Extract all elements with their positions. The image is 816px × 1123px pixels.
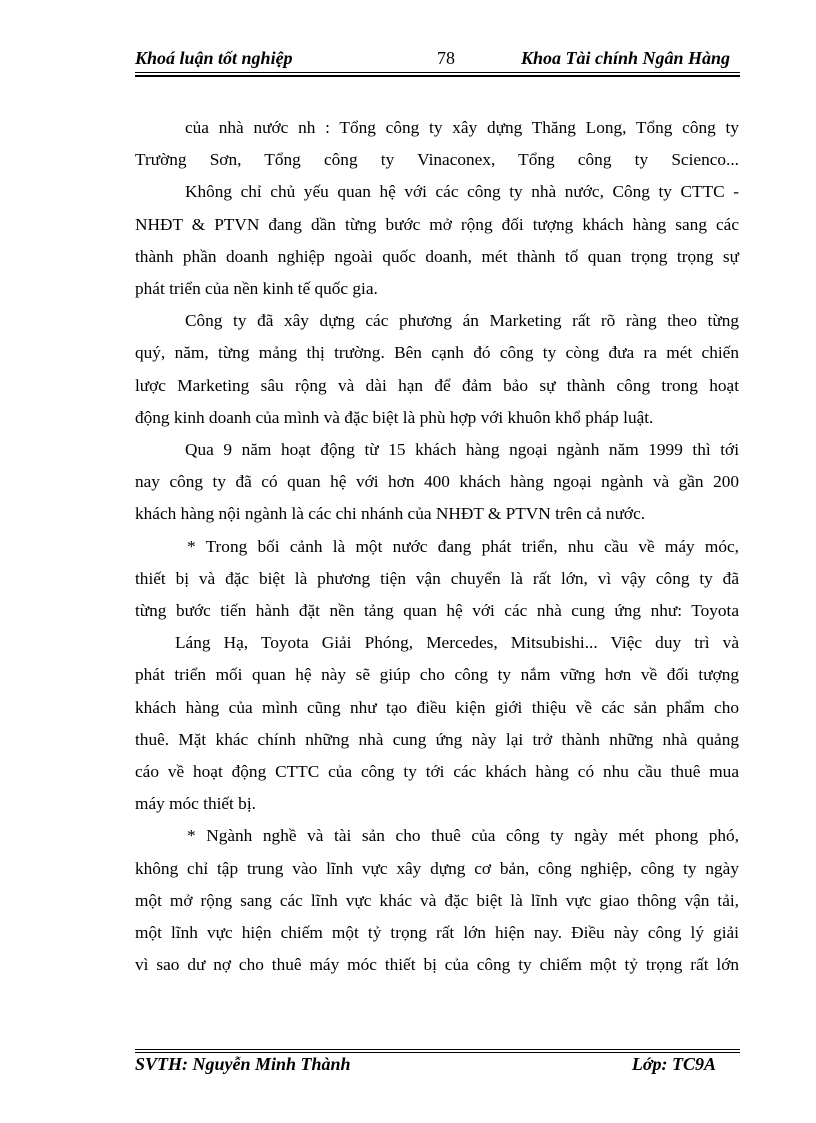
- text-line: cáo về hoạt động CTTC của công ty tới các khách hàng có nhu cầu thuê mua: [135, 762, 739, 782]
- text-line: quý, năm, từng mảng thị trường. Bên cạnh đó công ty còng đưa ra mét chiến: [135, 343, 739, 363]
- paragraph: [135, 531, 739, 821]
- text-line: NHĐT & PTVN đang dần từng bước mở rộng đối tượng khách hàng sang các: [135, 214, 739, 234]
- text-line: một mở rộng sang các lĩnh vực khác và đặc biệt là lĩnh vực giao thông vận tải,: [135, 890, 739, 910]
- header-faculty: Khoa Tài chính Ngân Hàng: [520, 48, 730, 68]
- header-rule-thin: [135, 72, 740, 73]
- paragraph: [135, 112, 739, 176]
- text-line: phát triển mối quan hệ này sẽ giúp cho công ty nắm vững hơn về đối tượng: [135, 665, 739, 685]
- body-text: [135, 112, 739, 981]
- text-line: * Ngành nghề và tài sản cho thuê của công ty ngày mét phong phó,: [187, 826, 739, 846]
- page-number: 78: [437, 48, 455, 68]
- text-line: một lĩnh vực hiện chiếm một tỷ trọng rất lớn hiện nay. Điều này công lý giải: [135, 923, 739, 943]
- text-line: động kinh doanh của mình và đặc biệt là phù hợp với khuôn khổ pháp luật.: [135, 407, 654, 427]
- text-line: * Trong bối cảnh là một nước đang phát triển, nhu cầu về máy móc,: [187, 536, 739, 556]
- text-line: thiết bị và đặc biệt là phương tiện vận chuyển là rất lớn, vì vậy công ty đã: [135, 568, 739, 588]
- text-line: máy móc thiết bị.: [135, 794, 256, 814]
- text-line: thành phần doanh nghiệp ngoài quốc doanh, mét thành tố quan trọng trọng sự: [135, 246, 739, 266]
- text-line: lược Marketing sâu rộng và dài hạn để đảm bảo sự thành công trong hoạt: [135, 375, 739, 395]
- text-line: khách hàng của mình cũng như tạo điều kiện giới thiệu về các sản phẩm cho: [135, 697, 739, 717]
- footer-rule-bottom: [135, 1052, 740, 1053]
- page-header: [135, 48, 740, 72]
- text-line: Không chỉ chủ yếu quan hệ với các công ty nhà nước, Công ty CTTC -: [185, 182, 739, 202]
- footer-rule-top: [135, 1049, 740, 1050]
- text-line: không chỉ tập trung vào lĩnh vực xây dựng cơ bản, công nghiệp, công ty ngày: [135, 858, 739, 878]
- text-line: vì sao dư nợ cho thuê máy móc thiết bị của công ty chiếm một tỷ trọng rất lớn: [135, 955, 739, 975]
- text-line: thuê. Mặt khác chính những nhà cung ứng này lại trở thành những nhà quảng: [135, 729, 739, 749]
- header-rule-thick: [135, 75, 740, 77]
- paragraph: [135, 305, 739, 434]
- text-line: từng bước tiến hành đặt nền tảng quan hệ với các nhà cung ứng như: Toyota: [135, 601, 739, 621]
- text-line: khách hàng nội ngành là các chi nhánh của NHĐT & PTVN trên cả nước.: [135, 504, 646, 524]
- paragraph: [135, 820, 739, 981]
- text-line: Láng Hạ, Toyota Giải Phóng, Mercedes, Mitsubishi... Việc duy trì và: [175, 633, 739, 653]
- text-line: phát triển của nền kinh tế quốc gia.: [135, 279, 378, 299]
- text-line: của nhà nước nh : Tổng công ty xây dựng Thăng Long, Tổng công ty: [185, 118, 739, 137]
- paragraph: [135, 434, 739, 531]
- text-line: nay công ty đã có quan hệ với hơn 400 khách hàng ngoại ngành và gần 200: [135, 472, 739, 492]
- text-line: Công ty đã xây dựng các phương án Marketing rất rõ ràng theo từng: [185, 311, 739, 331]
- header-thesis-title: Khoá luận tốt nghiệp: [135, 48, 293, 68]
- paragraph: [135, 176, 739, 305]
- text-line: Qua 9 năm hoạt động từ 15 khách hàng ngoại ngành năm 1999 thì tới: [185, 440, 739, 460]
- footer-student-name: SVTH: Nguyễn Minh Thành: [135, 1054, 351, 1074]
- footer-class: Lớp: TC9A: [631, 1054, 716, 1074]
- text-line: Trường Sơn, Tổng công ty Vinaconex, Tổng công ty Scienco...: [135, 150, 739, 170]
